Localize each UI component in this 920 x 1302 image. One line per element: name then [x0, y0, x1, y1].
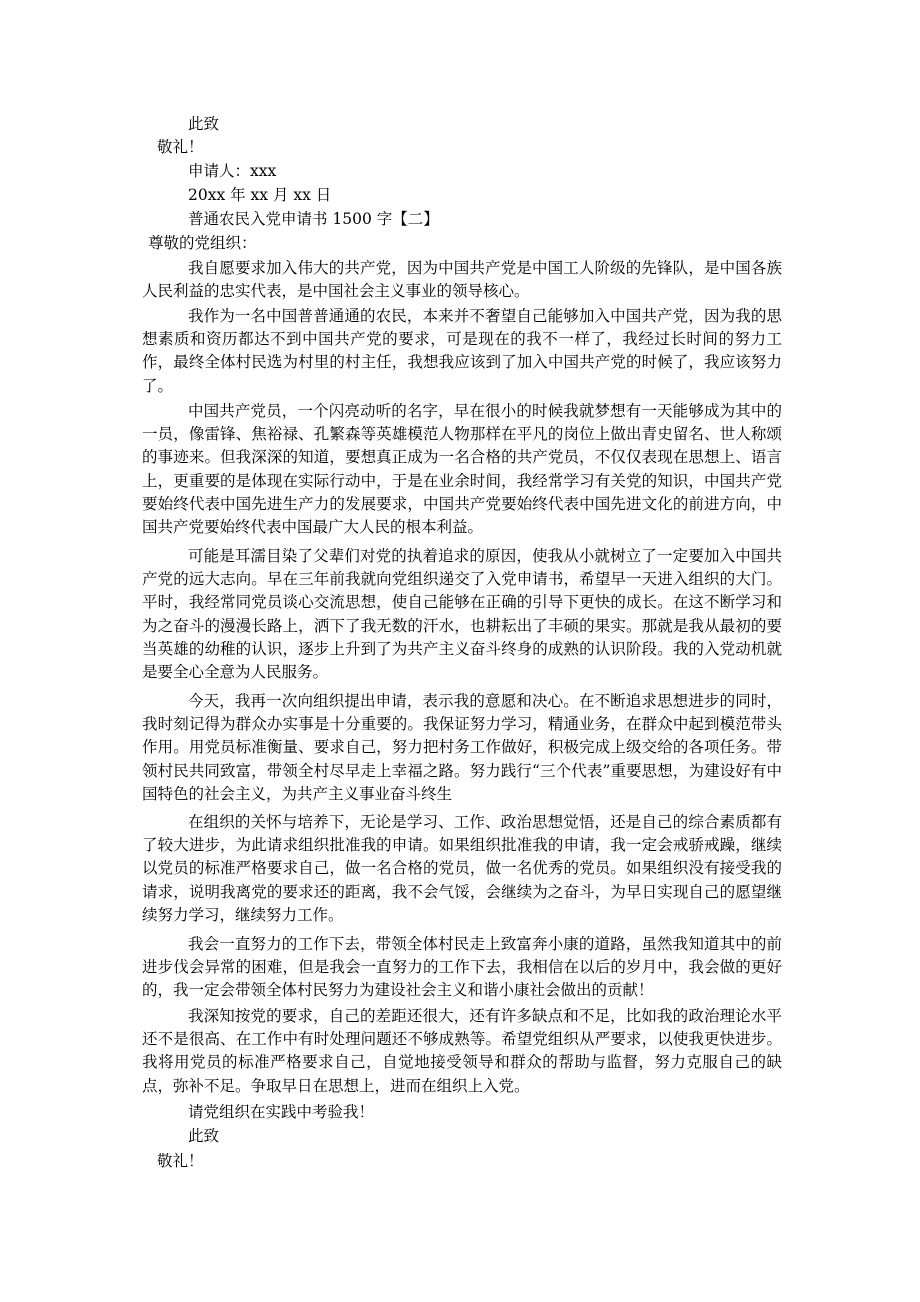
date-line: 20xx 年 xx 月 xx 日 — [188, 186, 332, 204]
body-paragraph: 可能是耳濡目染了父辈们对党的执着追求的原因，使我从小就树立了一定要加入中国共产党的远大志向。早在三年前我就向党组织递交了入党申请书，希望早一天进入组织的大门。平时，我经常同党员谈心交流思想，使自己能够在正确的引导下更快的成长。在这不断学习和为之奋斗的漫漫长路上，洒下了我无数的汗水，也耕耘出了丰硕的果实。那就是我从最初的要当英雄的幼稚的认识，逐步上升到了为共产主义奋斗终身的成熟的认识阶段。我的入党动机就是要全心全意为人民服务。 — [142, 547, 782, 682]
salute-line: 敬礼！ — [157, 138, 204, 156]
body-paragraph: 我作为一名中国普普通通的农民，本来并不奢望自己能够加入中国共产党，因为我的思想素质和资历都达不到中国共产党的要求，可是现在的我不一样了，我经过长时间的努力工作，最终全体村民选为村里的村主任，我想我应该到了加入中国共产党的时候了，我应该努力了。 — [142, 307, 782, 395]
body-paragraph: 中国共产党员，一个闪亮动听的名字，早在很小的时候我就梦想有一天能够成为其中的一员，像雷锋、焦裕禄、孔繁森等英雄模范人物那样在平凡的岗位上做出青史留名、世人称颂的事迹来。但我深深的知道，要想真正成为一名合格的共产党员，不仅仅表现在思想上、语言上，更重要的是体现在实际行动中，于是在业余时间，我经常学习有关党的知识，中国共产党要始终代表中国先进生产力的发展要求，中国共产党要始终代表中国先进文化的前进方向，中国共产党要始终代表中国最广大人民的根本利益。 — [142, 402, 782, 537]
request-line: 请党组织在实践中考验我！ — [188, 1103, 375, 1121]
body-paragraph: 在组织的关怀与培养下，无论是学习、工作、政治思想觉悟，还是自己的综合素质都有了较大进步，为此请求组织批准我的申请。如果组织批准我的申请，我一定会戒骄戒躁，继续以党员的标准严格要求自己，做一名合格的党员，做一名优秀的党员。如果组织没有接受我的请求，说明我离党的要求还的距离，我不会气馁，会继续为之奋斗，为早日实现自己的愿望继续努力学习，继续努力工作。 — [142, 813, 782, 924]
section-title: 普通农民入党申请书 1500 字【二】 — [188, 210, 439, 228]
applicant-line: 申请人：xxx — [188, 162, 277, 180]
salute-line: 敬礼！ — [157, 1152, 204, 1170]
body-paragraph: 今天，我再一次向组织提出申请，表示我的意愿和决心。在不断追求思想进步的同时，我时刻记得为群众办实事是十分重要的。我保证努力学习，精通业务，在群众中起到模范带头作用。用党员标准衡量、要求自己，努力把村务工作做好，积极完成上级交给的各项任务。带领村民共同致富，带领全村尽早走上幸福之路。努力践行“三个代表”重要思想，为建设好有中国特色的社会主义，为共产主义事业奋斗终生 — [142, 692, 782, 803]
body-paragraph: 我会一直努力的工作下去，带领全体村民走上致富奔小康的道路，虽然我知道其中的前进步伐会异常的困难，但是我会一直努力的工作下去，我相信在以后的岁月中，我会做的更好的，我一定会带领全体村民努力为建设社会主义和谐小康社会做出的贡献！ — [142, 935, 782, 1000]
body-paragraph: 我自愿要求加入伟大的共产党，因为中国共产党是中国工人阶级的先锋队，是中国各族人民利益的忠实代表，是中国社会主义事业的领导核心。 — [142, 259, 782, 301]
closing-line: 此致 — [188, 115, 220, 133]
greeting-line: 尊敬的党组织： — [148, 234, 257, 252]
body-paragraph: 我深知按党的要求，自己的差距还很大，还有许多缺点和不足，比如我的政治理论水平还不是很高、在工作中有时处理问题还不够成熟等。希望党组织从严要求，以使我更快进步。我将用党员的标准严格要求自己，自觉地接受领导和群众的帮助与监督，努力克服自己的缺点，弥补不足。争取早日在思想上，进而在组织上入党。 — [142, 1007, 782, 1095]
closing-line: 此致 — [188, 1127, 220, 1145]
